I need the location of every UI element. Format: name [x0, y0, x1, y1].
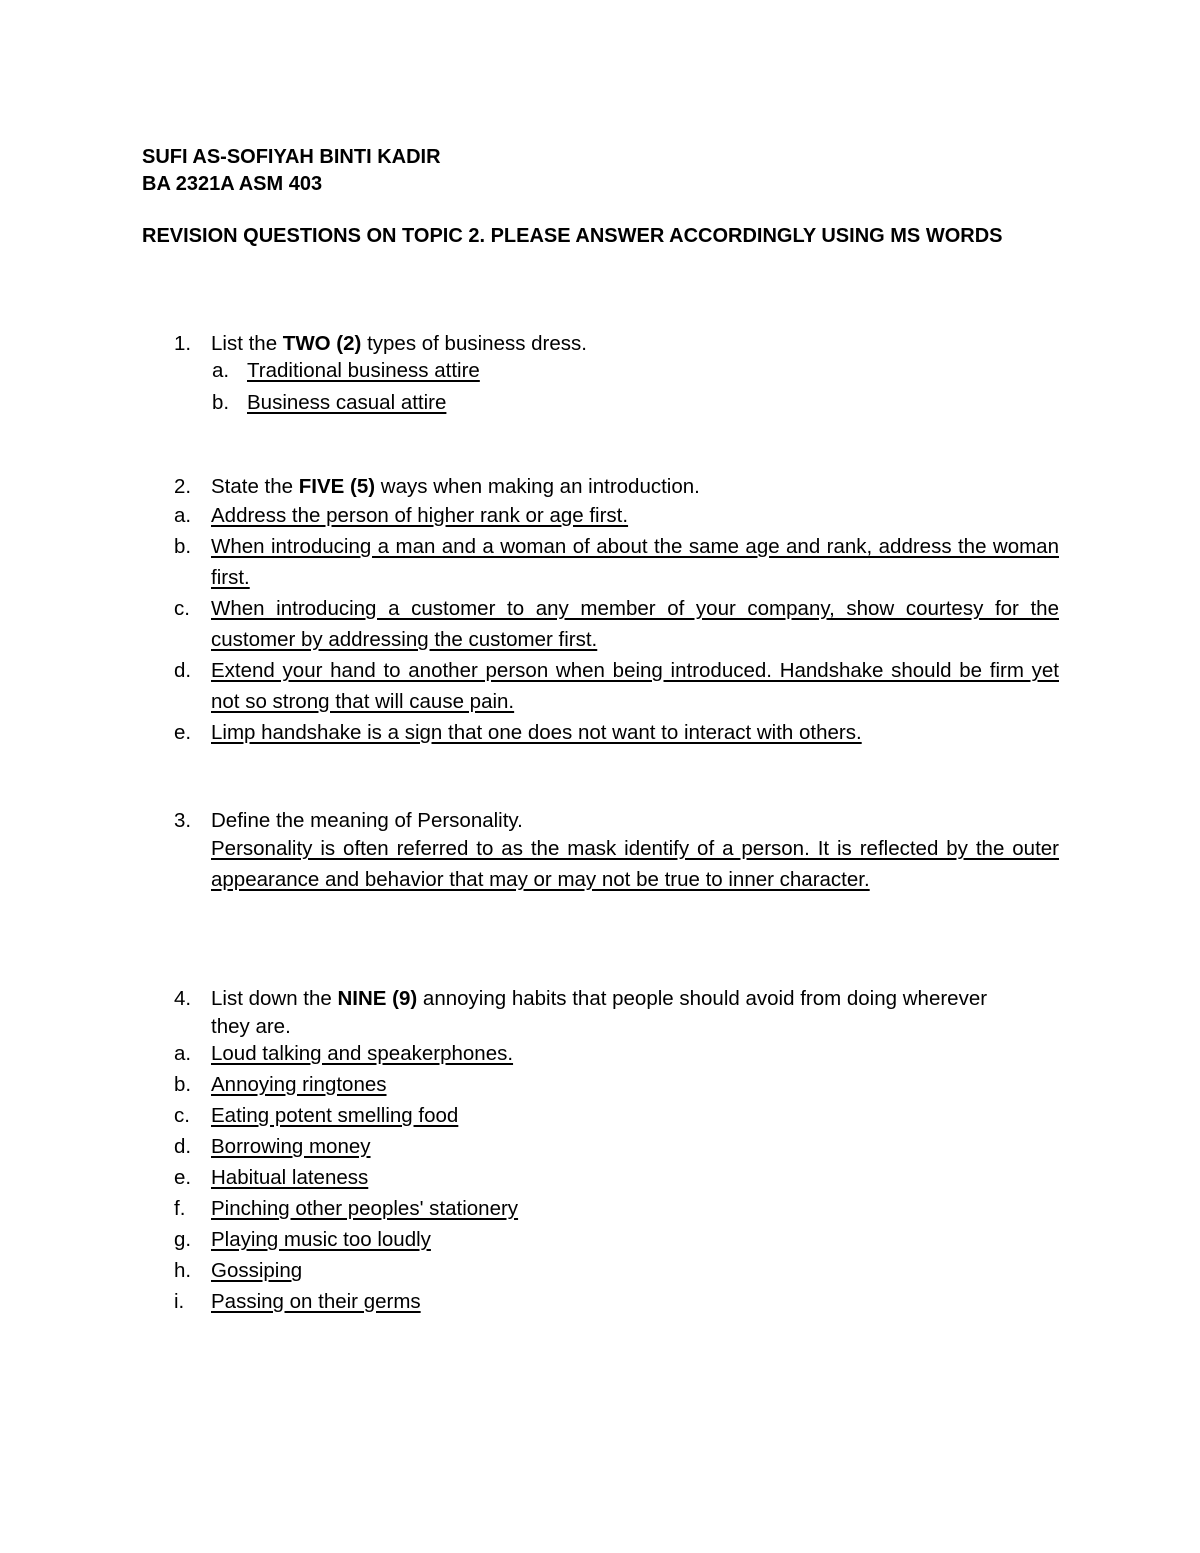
q2-answer: Address the person of higher rank or age first.: [211, 504, 629, 527]
q2-answer: When introducing a man and a woman of about the same age and rank, address the woman first.: [211, 535, 1059, 589]
q4-answer-label: g.: [174, 1228, 192, 1251]
q2-answer-label: b.: [174, 535, 192, 558]
q2-answer: When introducing a customer to any member of your company, show courtesy for the customer by addressing the customer first.: [211, 597, 1059, 651]
q4-answer-label: d.: [174, 1135, 192, 1158]
question-4-prefix: List down the: [211, 987, 338, 1010]
question-1-number: 1.: [174, 332, 192, 355]
q2-answer: Extend your hand to another person when being introduced. Handshake should be firm yet not so strong that will cause pain.: [211, 659, 1059, 713]
q1-answer: Traditional business attire: [247, 359, 480, 382]
q1-answer-label: b.: [212, 391, 230, 414]
question-1-prefix: List the: [211, 332, 283, 355]
q4-answer-label: b.: [174, 1073, 192, 1096]
course-code: BA 2321A ASM 403: [142, 173, 323, 195]
question-4-suffix: annoying habits that people should avoid from doing wherever they are.: [211, 987, 988, 1038]
q4-answer: Passing on their germs: [211, 1290, 421, 1313]
q2-answer-label: e.: [174, 721, 192, 744]
question-2-suffix: ways when making an introduction.: [375, 475, 700, 498]
student-name: SUFI AS-SOFIYAH BINTI KADIR: [142, 146, 441, 168]
q4-answer: Pinching other peoples' stationery: [211, 1197, 519, 1220]
q4-answer: Playing music too loudly: [211, 1228, 431, 1251]
q4-answer-label: h.: [174, 1259, 192, 1282]
q2-answer-label: c.: [174, 597, 190, 620]
q4-answer-label: i.: [174, 1290, 185, 1313]
document-title: REVISION QUESTIONS ON TOPIC 2. PLEASE ANSWER ACCORDINGLY USING MS WORDS: [142, 225, 1003, 247]
q4-answer: Gossiping: [211, 1259, 303, 1282]
question-1-suffix: types of business dress.: [361, 332, 587, 355]
q4-answer: Annoying ringtones: [211, 1073, 387, 1096]
question-2-number: 2.: [174, 475, 192, 498]
question-2-prefix: State the: [211, 475, 299, 498]
q4-answer: Eating potent smelling food: [211, 1104, 459, 1127]
question-4-number: 4.: [174, 987, 192, 1010]
q3-answer: Personality is often referred to as the mask identify of a person. It is reflected by the outer appearance and behavior that may or may not be true to inner character.: [211, 837, 1059, 891]
question-3-number: 3.: [174, 809, 192, 832]
q4-answer: Habitual lateness: [211, 1166, 369, 1189]
question-2-text: [211, 473, 1059, 501]
question-4-emphasis: NINE (9): [337, 987, 418, 1010]
q4-answer-label: e.: [174, 1166, 192, 1189]
question-4-text: [211, 985, 1011, 1041]
q2-answer-label: d.: [174, 659, 192, 682]
q4-answer-label: c.: [174, 1104, 190, 1127]
q4-answer: Borrowing money: [211, 1135, 371, 1158]
q4-answer-label: f.: [174, 1197, 186, 1220]
q2-answer: Limp handshake is a sign that one does not want to interact with others.: [211, 721, 862, 744]
question-2-emphasis: FIVE (5): [298, 475, 376, 498]
q4-answer: Loud talking and speakerphones.: [211, 1042, 514, 1065]
q1-answer-label: a.: [212, 359, 230, 382]
q2-answer-label: a.: [174, 504, 192, 527]
question-1-text: [211, 330, 1059, 358]
question-3-text: Define the meaning of Personality.: [211, 809, 523, 832]
q1-answer: Business casual attire: [247, 391, 447, 414]
question-1-emphasis: TWO (2): [282, 332, 362, 355]
q4-answer-label: a.: [174, 1042, 192, 1065]
